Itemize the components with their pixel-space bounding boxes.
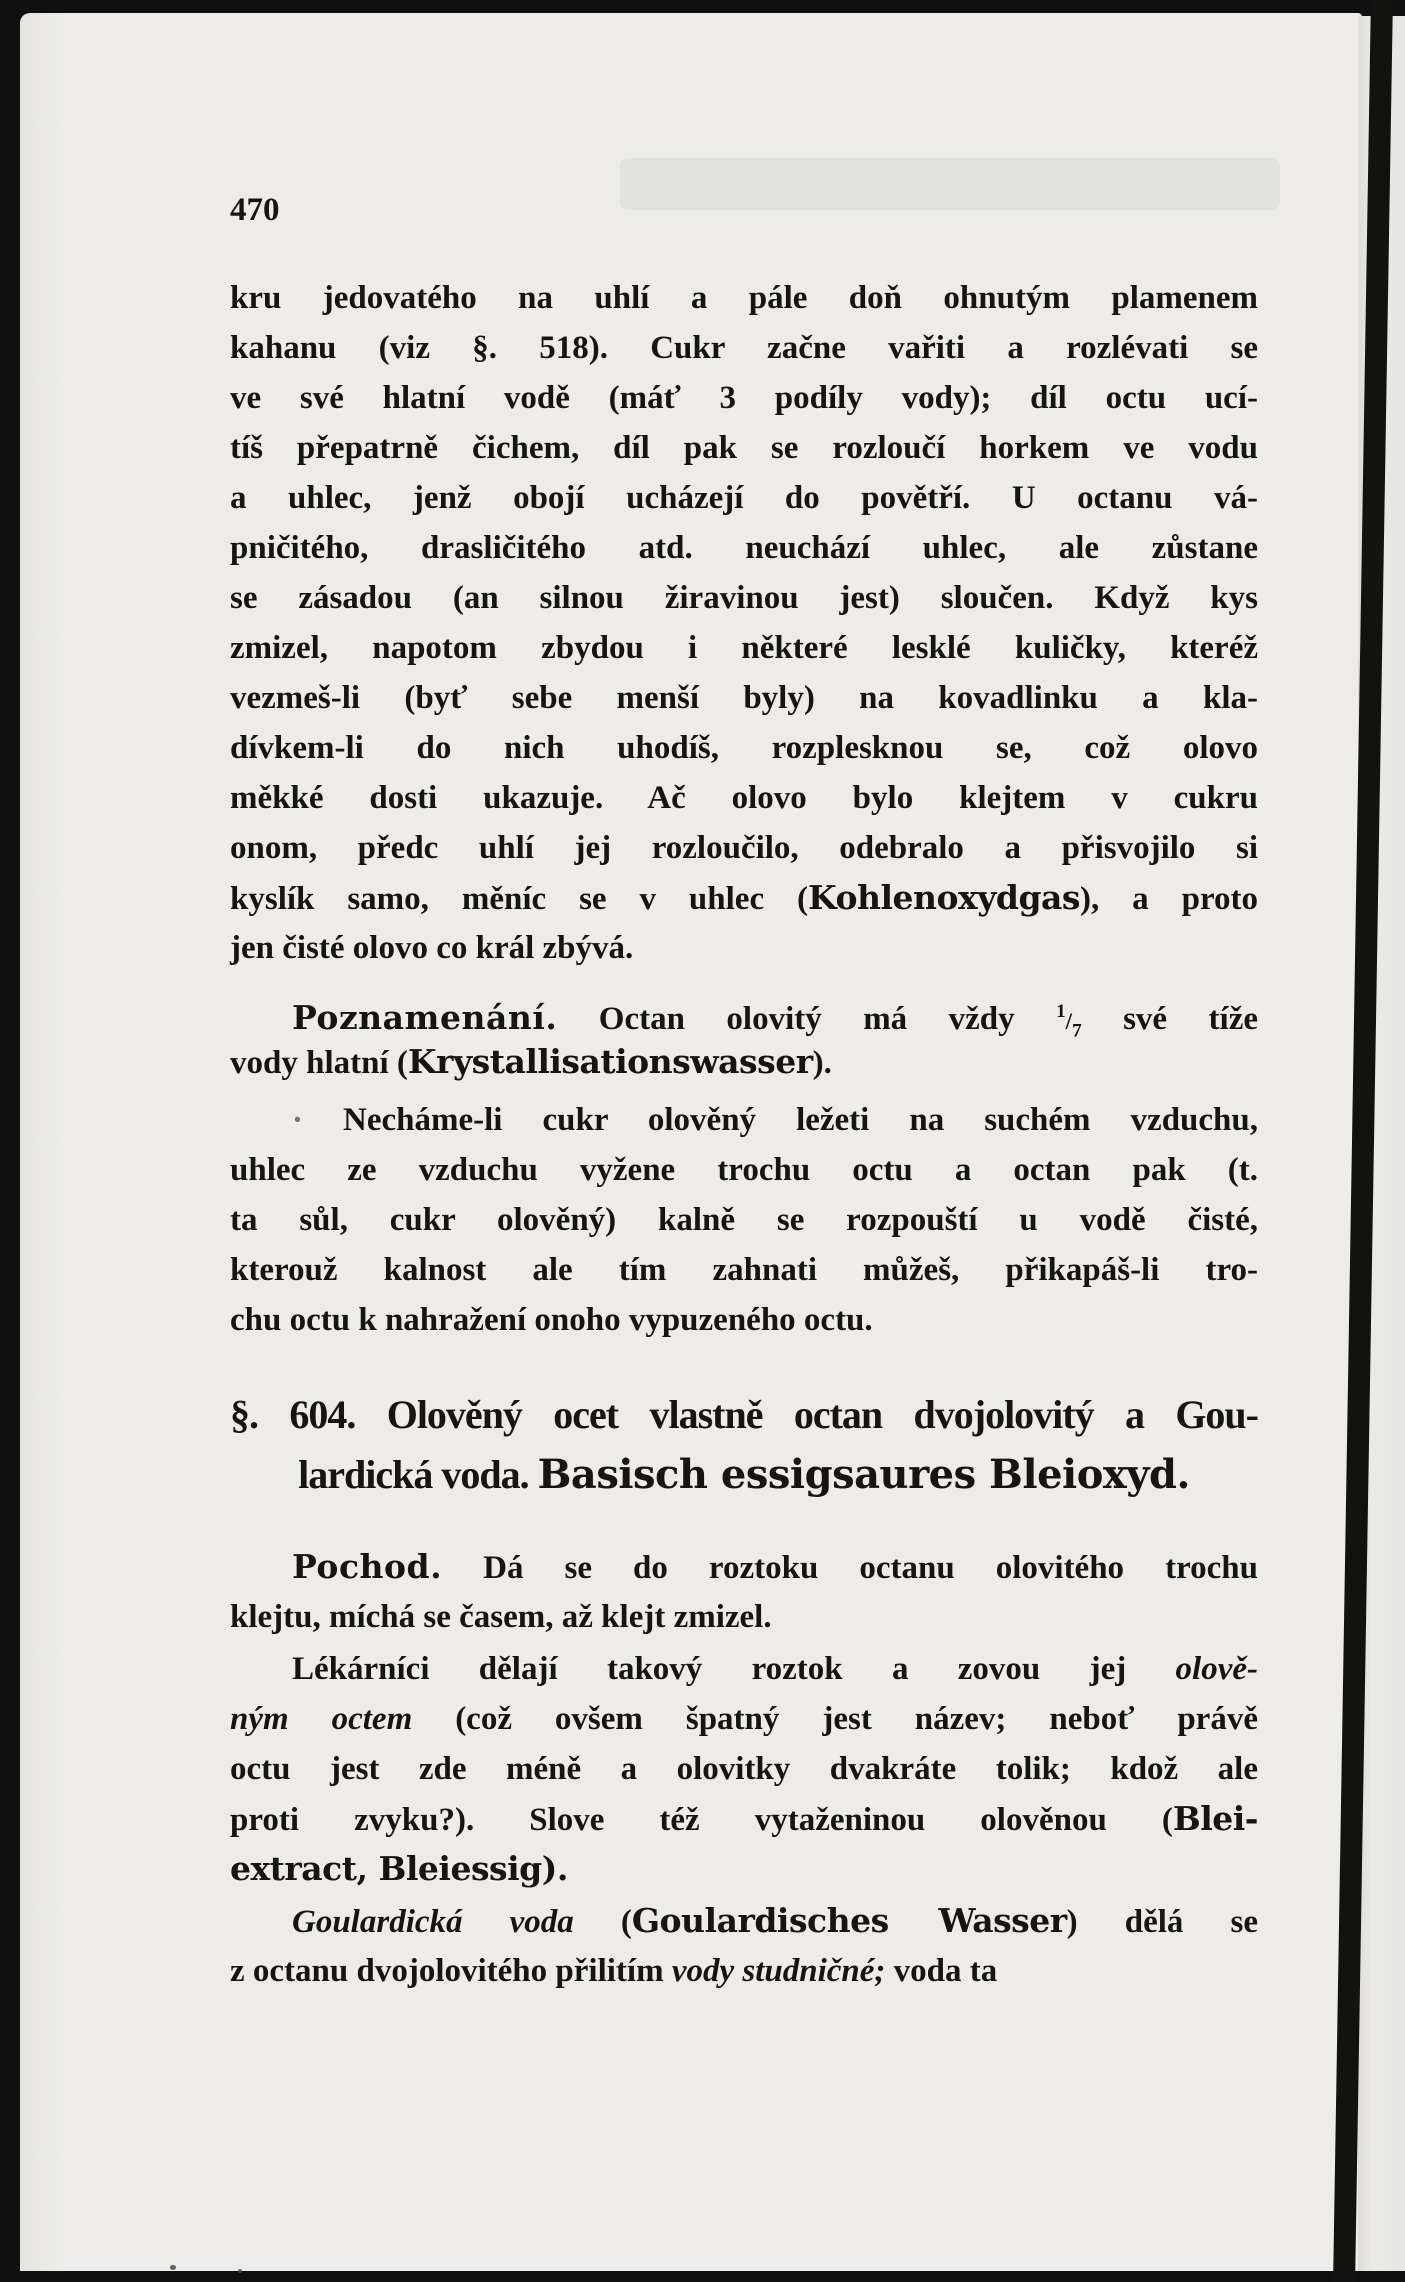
text-line <box>230 1295 1258 1345</box>
text-run: kyslík samo, měníc se v uhlec ( <box>230 881 809 917</box>
paragraph-note <box>230 987 1258 1087</box>
text-run: se zásadou (an silnou žiravinou jest) sloučen. Když kys <box>230 580 1258 616</box>
text-run: extract, Bleiessig). <box>230 1849 568 1888</box>
text-line <box>230 1245 1258 1295</box>
text-run: dívkem-li do nich uhodíš, rozplesknou se, což olovo <box>230 730 1258 766</box>
text-run: vody hlatní ( <box>230 1045 408 1081</box>
text-run: olově- <box>1175 1651 1258 1687</box>
text-line <box>230 773 1258 823</box>
text-line <box>230 1896 1258 1946</box>
text-line <box>230 1542 1258 1592</box>
paragraph <box>230 1095 1258 1345</box>
text-run: tíš přepatrně čichem, díl pak se rozloučí horkem ve vodu <box>230 430 1258 466</box>
text-run: Kohlenoxydgas <box>808 878 1080 917</box>
text-run: pničitého, drasličitého atd. neuchází uhlec, ale zůstane <box>230 530 1258 566</box>
text-line <box>230 1095 1258 1145</box>
text-run: (což ovšem špatný jest název; neboť právě <box>412 1701 1258 1737</box>
heading-line <box>230 1445 1258 1505</box>
text-line <box>230 723 1258 773</box>
text-run: Goulardická voda <box>292 1904 574 1940</box>
book-page <box>20 13 1362 2271</box>
text-run: ným octem <box>230 1701 413 1737</box>
page-number <box>230 185 1258 235</box>
text-run: ), a proto <box>1080 881 1258 917</box>
text-run: jen čisté olovo co král zbývá. <box>230 930 634 966</box>
text-run: Poznamenání. <box>292 998 558 1037</box>
text-run: Blei- <box>1172 1799 1258 1838</box>
text-run: Dá se do roztoku octanu olovitého trochu <box>442 1550 1258 1586</box>
text-line <box>230 673 1258 723</box>
text-line <box>230 1844 1258 1894</box>
text-run: ve své hlatní vodě (máť 3 podíly vody); díl octu ucí- <box>230 380 1258 416</box>
dust-speck <box>170 2265 176 2270</box>
text-line <box>230 1794 1258 1844</box>
text-run: voda ta <box>885 1953 998 1989</box>
text-run: ). <box>812 1045 832 1081</box>
text-run: zmizel, napotom zbydou i některé lesklé kuličky, kteréž <box>230 630 1258 666</box>
paragraph <box>230 1644 1258 1894</box>
paragraph-continuation <box>230 273 1258 973</box>
text-line <box>230 273 1258 323</box>
text-run: měkké dosti ukazuje. Ač olovo bylo klejtem v cukru <box>230 780 1258 816</box>
text-run: Pochod. <box>292 1547 443 1586</box>
text-line <box>230 1694 1258 1744</box>
text-line <box>230 1644 1258 1694</box>
text-line <box>230 1946 1258 1996</box>
text-run: Lékárníci dělají takový roztok a zovou jej <box>292 1651 1176 1687</box>
text-run: §. 604. Olověný ocet vlastně octan dvojolovitý a Gou- <box>230 1392 1258 1437</box>
text-run: 7 <box>1072 1020 1082 1042</box>
page-body <box>230 13 1258 1996</box>
text-run: / <box>1065 1008 1073 1034</box>
text-run: lardická voda. <box>298 1452 538 1497</box>
text-line <box>230 1037 1258 1087</box>
text-line <box>230 1195 1258 1245</box>
text-run: Krystallisationswasser <box>407 1042 813 1081</box>
text-run: chu octu k nahražení onoho vypuzeného octu. <box>230 1302 873 1338</box>
text-run: uhlec ze vzduchu vyžene trochu octu a octan pak (t. <box>230 1152 1258 1188</box>
text-run: z octanu dvojolovitého přilitím <box>230 1953 672 1989</box>
text-run: · <box>292 1102 304 1138</box>
paragraph <box>230 1896 1258 1996</box>
text-line <box>230 373 1258 423</box>
text-line <box>230 923 1258 973</box>
text-run: vody studničné; <box>671 1953 886 1989</box>
text-line <box>230 987 1258 1042</box>
text-run: ( <box>573 1904 632 1940</box>
text-line <box>230 423 1258 473</box>
text-line <box>230 1744 1258 1794</box>
text-run: kru jedovatého na uhlí a pále doň ohnutým plamenem <box>230 280 1258 316</box>
text-line <box>230 823 1258 873</box>
text-run: a uhlec, jenž obojí ucházejí do povětří. U octanu vá- <box>230 480 1258 516</box>
heading-line <box>230 1385 1258 1445</box>
text-run: octu jest zde méně a olovitky dvakráte tolik; kdož ale <box>230 1751 1258 1787</box>
text-line <box>230 873 1258 923</box>
paragraph-pochod <box>230 1542 1258 1642</box>
text-run: 1 <box>1056 1001 1066 1022</box>
text-run: proti zvyku?). Slove též vytaženinou olověnou ( <box>230 1802 1173 1838</box>
text-run: Octan olovitý má vždy <box>557 1001 1057 1037</box>
text-run: své tíže <box>1081 1001 1258 1037</box>
text-line <box>230 1592 1258 1642</box>
text-run: klejtu, míchá se časem, až klejt zmizel. <box>230 1599 772 1635</box>
text-run: onom, předc uhlí jej rozloučilo, odebralo a přisvojilo si <box>230 830 1258 866</box>
text-line <box>230 623 1258 673</box>
dust-speck <box>238 2269 242 2273</box>
text-line <box>230 473 1258 523</box>
section-heading <box>230 1385 1258 1505</box>
text-run: kahanu (viz §. 518). Cukr začne vařiti a rozlévati se <box>230 330 1258 366</box>
text-run: kterouž kalnost ale tím zahnati můžeš, přikapáš-li tro- <box>230 1252 1258 1288</box>
text-line <box>230 573 1258 623</box>
text-run: Basisch essigsaures Bleioxyd. <box>537 1451 1190 1498</box>
text-run: 470 <box>230 192 280 228</box>
text-run: ta sůl, cukr olověný) kalně se rozpouští u vodě čisté, <box>230 1202 1258 1238</box>
text-run: vezmeš-li (byť sebe menší byly) na kovadlinku a kla- <box>230 680 1258 716</box>
text-run: Goulardisches Wasser <box>631 1901 1067 1940</box>
text-line <box>230 323 1258 373</box>
text-run: ) dělá se <box>1066 1904 1258 1940</box>
text-line <box>230 1145 1258 1195</box>
text-run: Necháme-li cukr olověný ležeti na suchém vzduchu, <box>303 1102 1258 1138</box>
text-line <box>230 523 1258 573</box>
